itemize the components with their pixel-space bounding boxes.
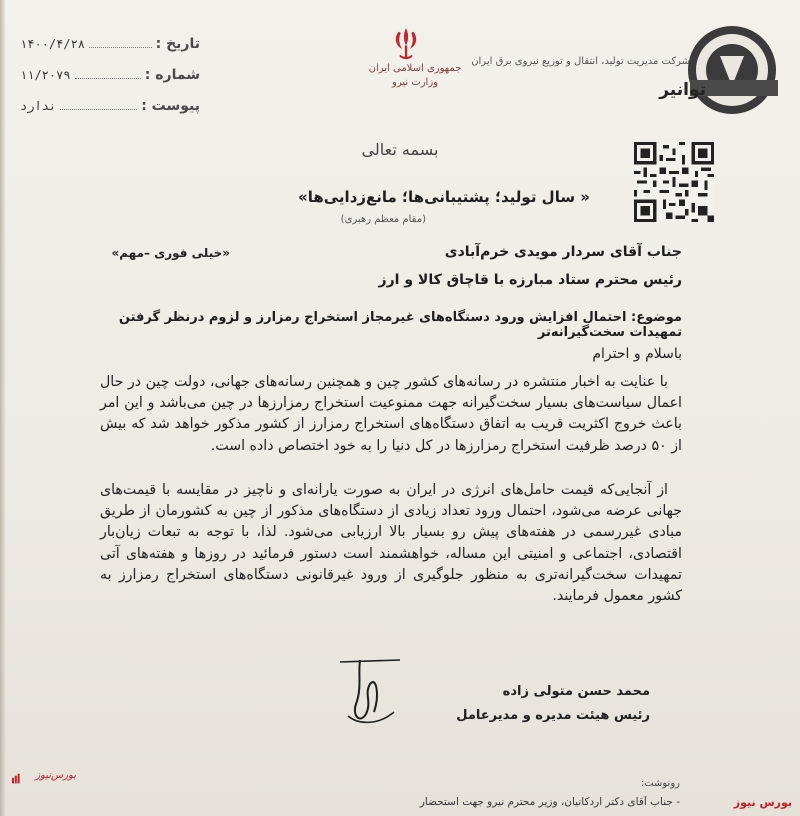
- meta-date-label: تاریخ :: [155, 36, 200, 52]
- watermark-left-text: بورس‌نیوز: [35, 770, 76, 781]
- body-paragraph-2: از آنجایی‌که قیمت حامل‌های انرژی در ایران به صورت یارانه‌ای و ناچیز در مقایسه با قیمت‌های جهانی عرضه می‌شود، احتمال ورود تعداد زیادی از دستگاه‌های مذکور از چین به کشورمان از طریق مبادی غیررسمی در هفته‌های پیش رو بسیار بالا ارزیابی می‌شود. لذا، با توجه به تبعات زیان‌بار اقتصادی، اجتماعی و امنیتی این مساله، خواهشمند است دستور فرمائید در روزها و هفته‌های آتی تمهیدات سخت‌گیرانه‌تری به منظور جلوگیری از ورود غیرقانونی دستگاه‌های استخراج رمزارز به کشور معمول فرمایند.: [100, 482, 682, 605]
- meta-attachment-row: [20, 98, 200, 114]
- meta-date-row: [20, 36, 200, 52]
- urgency-badge: «خیلی فوری –مهم»: [111, 246, 230, 260]
- meta-number-label: شماره :: [144, 67, 200, 83]
- slogan-source: (مقام معظم رهبری): [340, 214, 426, 225]
- cc-label: رونوشت:: [640, 778, 680, 789]
- meta-attachment-label: پیوست :: [141, 98, 200, 114]
- letter-greeting: باسلام و احترام: [592, 346, 682, 362]
- meta-date-value: ۱۴۰۰/۴/۲۸: [20, 37, 86, 51]
- ministry-name: [360, 62, 470, 90]
- company-brand: توانیر: [659, 80, 706, 100]
- qr-code-icon: [634, 142, 714, 222]
- slogan-text: « سال تولید؛ پشتیبانی‌ها؛ مانع‌زدایی‌ها»: [298, 188, 590, 206]
- meta-number-value: ۱۱/۲۰۷۹: [20, 68, 71, 82]
- paper-edge-shadow: [0, 0, 6, 816]
- bourse-news-logo-icon: [12, 766, 36, 792]
- addressee-title: رئیس محترم ستاد مبارزه با قاچاق کالا و ارز: [378, 272, 682, 288]
- addressee-name: جناب آقای سردار مویدی خرم‌آبادی: [444, 244, 682, 260]
- body-paragraph-1: با عنایت به اخبار منتشره در رسانه‌های کشور چین و همچنین رسانه‌های جهانی، دولت چین در حال اعمال سیاست‌های بسیار سخت‌گیرانه جهت ممنوعیت استخراج رمزارزها در چین می‌باشد و این امر باعث خروج اکثریت قریب به اتفاق دستگاه‌های استخراج رمزارز از کشور مذکور خواهد شد که بیش از ۵۰ درصد ظرفیت استخراج رمزارزها در کل دنیا را به خود اختصاص داده است.: [100, 374, 682, 454]
- cc-recipient-line: - جناب آقای دکتر اردکانیان، وزیر محترم نیرو جهت استحضار: [419, 796, 680, 808]
- tavanir-logo-icon: [650, 20, 780, 120]
- meta-attachment-value: ندارد: [20, 99, 57, 113]
- letter-subject: موضوع: احتمال افزایش ورود دستگاه‌های غیرمجاز استخراج رمزارز و لزوم درنظر گرفتن تمهیدات سخت‌گیرانه‌تر: [118, 310, 682, 340]
- ministry-line1: جمهوری اسلامی ایران: [368, 63, 462, 74]
- iran-emblem-icon: [382, 26, 430, 66]
- meta-number-row: [20, 67, 200, 83]
- ministry-line2: وزارت نیرو: [391, 77, 438, 88]
- signatory-title: رئیس هیئت مدیره و مدیرعامل: [456, 708, 650, 723]
- signatory-name: محمد حسن متولی زاده: [502, 684, 650, 699]
- bismillah-heading: بسمه تعالی: [361, 140, 439, 159]
- watermark-right-text: بورس نیوز: [733, 796, 792, 809]
- company-name: شرکت مدیریت تولید، انتقال و توزیع نیروی برق ایران: [471, 56, 690, 67]
